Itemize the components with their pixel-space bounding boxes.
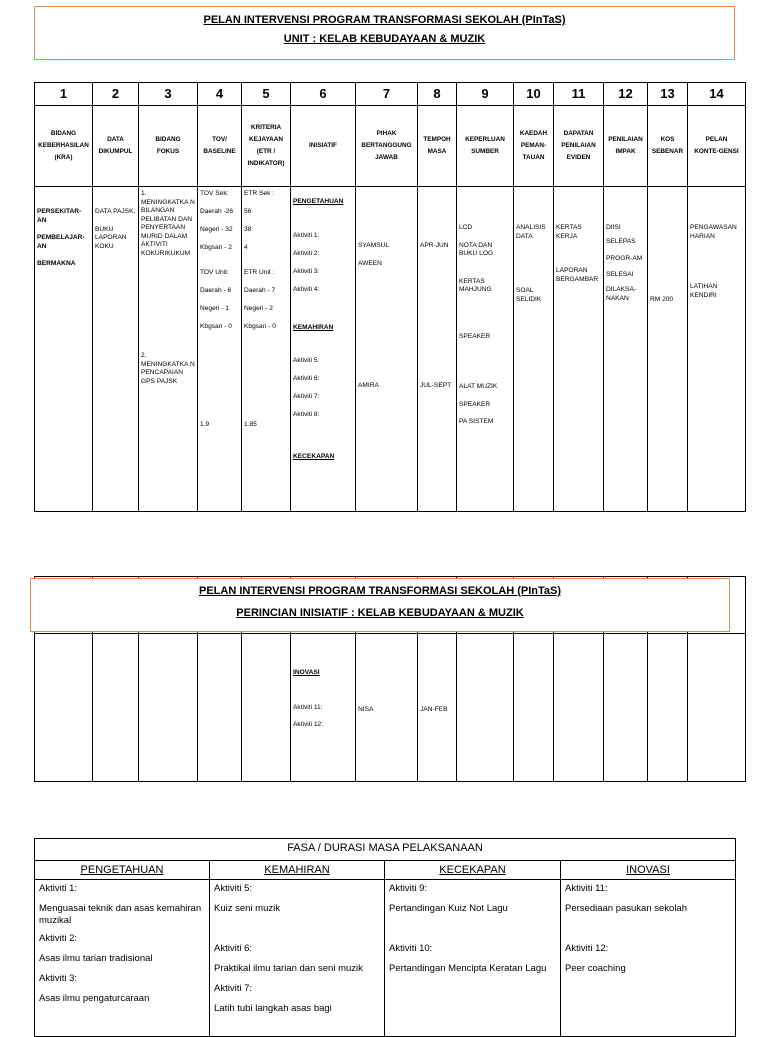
detail-main-title: PELAN INTERVENSI PROGRAM TRANSFORMASI SEKOLAH (PInTaS) [198,585,561,597]
col-number: 7 [356,83,418,106]
fasa-col-kemahiran: KEMAHIRAN [210,861,385,880]
header-dapatan: DAPATAN PENILAIAN EVIDEN [554,106,604,187]
col-number: 6 [291,83,356,106]
cell-penilaian-impak: DIISI SELEPAS PROGR-AM SELESAI DILAKSA-NAKAN [604,187,648,512]
cell-kra: PERSEKITAR-AN PEMBELAJAR-AN BERMAKNA [35,187,93,512]
cell-kos: RM 200 [648,187,688,512]
col-number: 11 [554,83,604,106]
col-number: 2 [93,83,139,106]
cell-inisiatif: PENGETAHUAN Aktiviti 1: Aktiviti 2: Aktiviti 3: Aktiviti 4: KEMAHIRAN Aktiviti 5: Aktiviti 6: Aktiviti 7: Aktiviti 8: KECEKAPAN [291,187,356,512]
detail-subtitle: PERINCIAN INISIATIF : KELAB KEBUDAYAAN & MUZIK [236,607,524,619]
header-inisiatif: INISIATIF [291,106,356,187]
header-kos: KOS SEBENAR [648,106,688,187]
cell-data-dikumpul: DATA PAJSK, BUKU LAPORAN KOKU [93,187,139,512]
cell-pelan-kontingensi: PENGAWASAN HARIAN LATIHAN KENDIRI [688,187,746,512]
col-number: 9 [457,83,514,106]
header-kaedah: KAEDAH PEMAN- TAUAN [514,106,554,187]
col-number: 3 [139,83,198,106]
cell-tempoh-continued: JAN-FEB [418,634,457,782]
cell-kaedah: ANALISIS DATA SOAL SELIDIK [514,187,554,512]
col-number: 13 [648,83,688,106]
fasa-cell-inovasi: Aktiviti 11: Persediaan pasukan sekolah Aktiviti 12: Peer coaching [561,880,736,1037]
cell-kriteria: ETR Sek : 56 38 4 ETR Unit : Daerah - 7 Negeri - 2 Kbgsan - 0 1.85 [242,187,291,512]
col-number: 8 [418,83,457,106]
cell-tov: TOV Sek: Daerah -26 Negeri - 32 Kbgsan - 2 TOV Unit: Daerah - 6 Negeri - 1 Kbgsan - 0 1.9 [198,187,242,512]
unit-title: UNIT : KELAB KEBUDAYAAN & MUZIK [283,33,486,45]
cell-inisiatif-continued: INOVASI Aktiviti 11: Aktiviti 12: [291,634,356,782]
cell-pihak-continued: NISA [356,634,418,782]
fasa-col-pengetahuan: PENGETAHUAN [35,861,210,880]
col-number: 10 [514,83,554,106]
title-box-detail [30,578,730,632]
fasa-cell-pengetahuan: Aktiviti 1: Menguasai teknik dan asas kemahiran muzikal Aktiviti 2: Asas ilmu tarian tradisional Aktiviti 3: Asas ilmu pengaturcaraan [35,880,210,1037]
header-pelan: PELAN KONTE-GENSI [688,106,746,187]
col-number: 5 [242,83,291,106]
fasa-cell-kecekapan: Aktiviti 9: Pertandingan Kuiz Not Lagu Aktiviti 10: Pertandingan Mencipta Keratan Lagu [385,880,561,1037]
cell-bidang-fokus: 1. MENINGKATKA N BILANGAN PELIBATAN DAN PENYERTAAN MURID DALAM AKTIVITI KOKURIKUKUM 2. MENINGKATKA N PENCAPAIAN GPS PAJSK [139,187,198,512]
header-bidang-fokus: BIDANG FOKUS [139,106,198,187]
header-data-dikumpul: DATA DIKUMPUL [93,106,139,187]
intervention-table [34,82,746,512]
title-box-top [34,6,735,60]
header-kra: BIDANG KEBERHASILAN (KRA) [35,106,93,187]
header-penilaian-impak: PENILAIAN IMPAK [604,106,648,187]
col-number: 12 [604,83,648,106]
col-number: 4 [198,83,242,106]
cell-pihak: SYAMSUL AWEEN AMIRA [356,187,418,512]
fasa-col-inovasi: INOVASI [561,861,736,880]
header-tov: TOV/ BASELINE [198,106,242,187]
main-title: PELAN INTERVENSI PROGRAM TRANSFORMASI SEKOLAH (PInTaS) [203,14,566,26]
header-tempoh: TEMPOH MASA [418,106,457,187]
header-keperluan: KEPERLUAN SUMBER [457,106,514,187]
header-kriteria: KRITERIA KEJAYAAN (ETR / INDIKATOR) [242,106,291,187]
cell-dapatan: KERTAS KERJA LAPORAN BERGAMBAR [554,187,604,512]
cell-tempoh: APR-JUN JUL-SEPT [418,187,457,512]
col-number: 1 [35,83,93,106]
col-number: 14 [688,83,746,106]
header-pihak: PIHAK BERTANGGUNG JAWAB [356,106,418,187]
fasa-table [34,838,736,1037]
fasa-title: FASA / DURASI MASA PELAKSANAAN [35,839,736,861]
fasa-col-kecekapan: KECEKAPAN [385,861,561,880]
fasa-cell-kemahiran: Aktiviti 5: Kuiz seni muzik Aktiviti 6: Praktikal ilmu tarian dan seni muzik Aktiviti 7: Latih tubi langkah asas bagi [210,880,385,1037]
cell-keperluan: LCD NOTA DAN BUKU LOG KERTAS MAHJUNG SPEAKER ALAT MUZIK SPEAKER PA SISTEM [457,187,514,512]
